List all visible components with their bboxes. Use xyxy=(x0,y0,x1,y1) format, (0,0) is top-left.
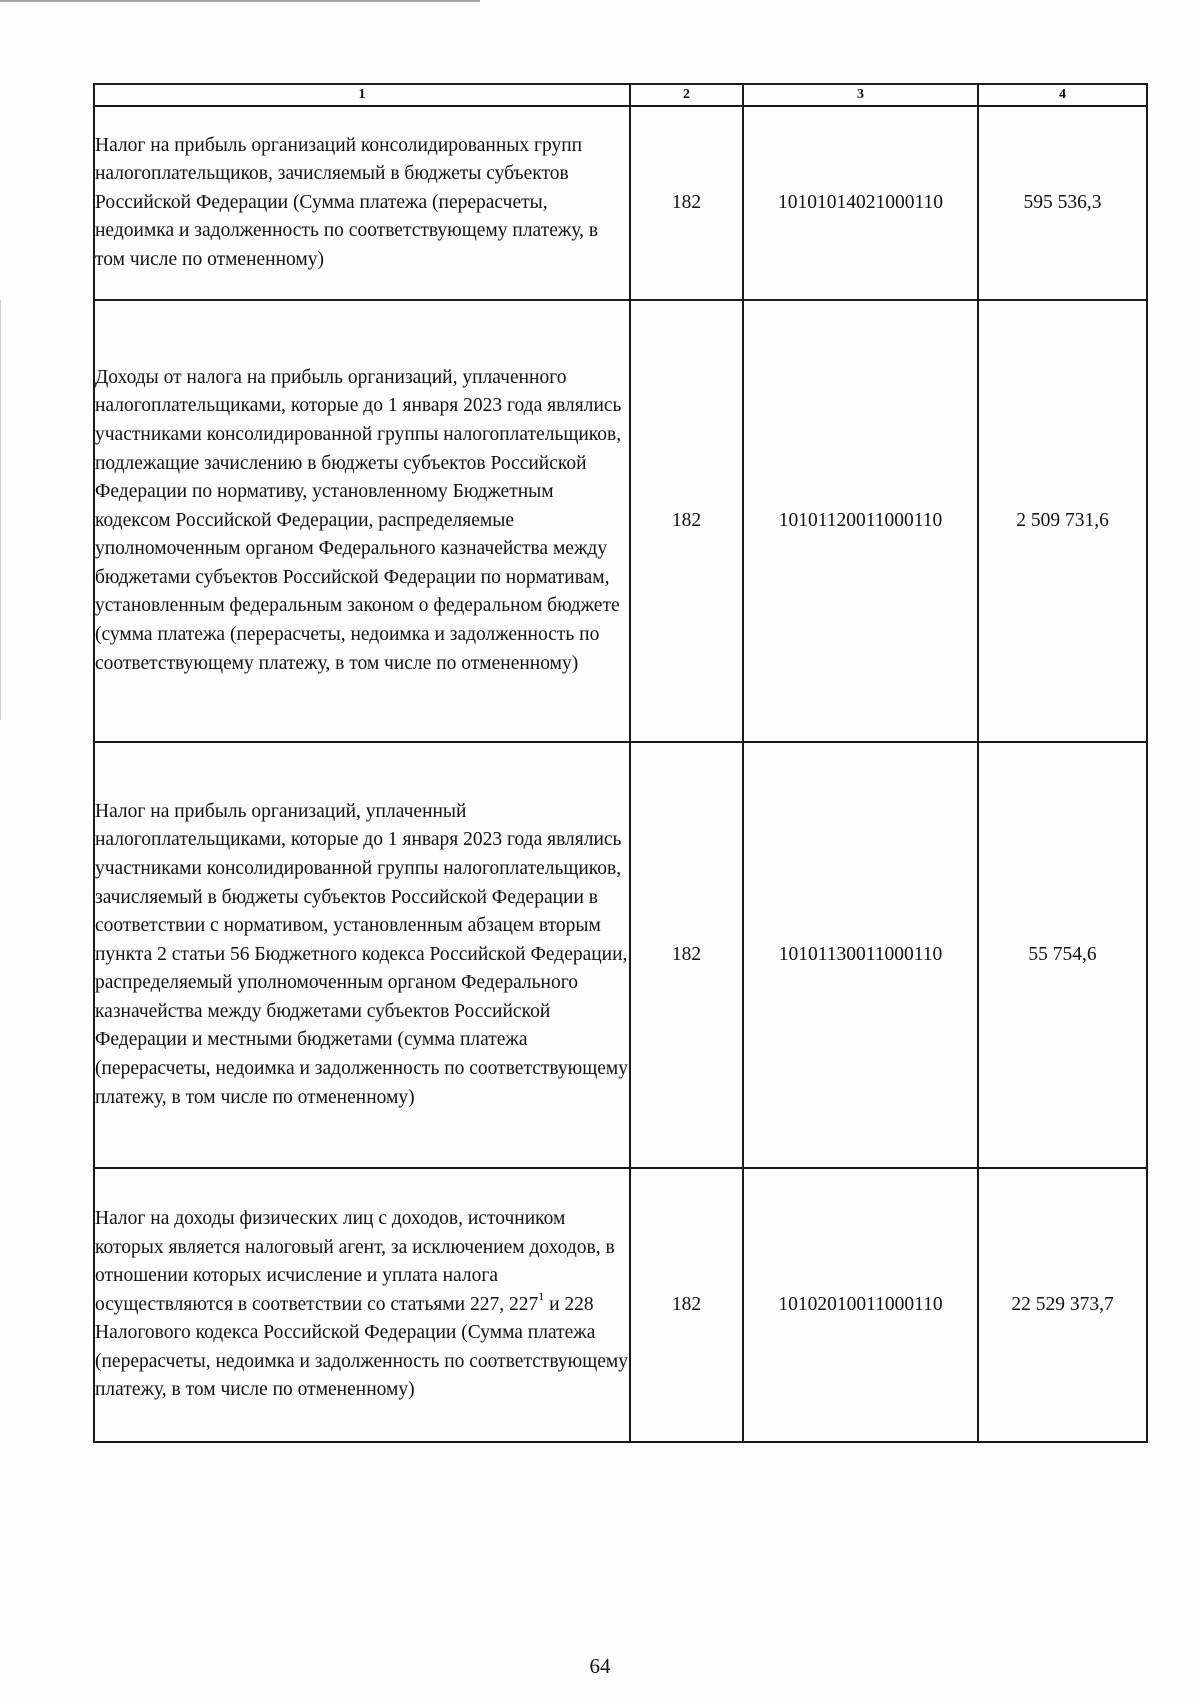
table-row xyxy=(94,106,1147,300)
row-kbk-code: 10101130011000110 xyxy=(743,742,978,1168)
column-header-3: 3 xyxy=(743,84,978,106)
table-row xyxy=(94,300,1147,742)
revenue-table xyxy=(93,83,1148,1443)
row-admin-code: 182 xyxy=(630,300,743,742)
row-description: Доходы от налога на прибыль организаций, уплаченного налогоплательщиками, которые до 1 января 2023 года являлись участниками консолидированной группы налогоплательщиков, подлежащие зачислению в бюджеты субъектов Российской Федерации по нормативу, установленному Бюджетным кодексом Российской Федерации, распределяемые уполномоченным органом Федерального казначейства между бюджетами субъектов Российской Федерации по нормативам, установленным федеральным законом о федеральном бюджете (сумма платежа (перерасчеты, недоимка и задолженность по соответствующему платежу, в том числе по отмененному) xyxy=(94,300,630,742)
row-description: Налог на прибыль организаций консолидированных групп налогоплательщиков, зачисляемый в бюджеты субъектов Российской Федерации (Сумма платежа (перерасчеты, недоимка и задолженность по соответствующему платежу, в том числе по отмененному) xyxy=(94,106,630,300)
row-kbk-code: 10101120011000110 xyxy=(743,300,978,742)
row-amount: 595 536,3 xyxy=(978,106,1147,300)
row-admin-code: 182 xyxy=(630,742,743,1168)
row-kbk-code: 10101014021000110 xyxy=(743,106,978,300)
row-kbk-code: 10102010011000110 xyxy=(743,1168,978,1442)
table-row xyxy=(94,742,1147,1168)
row-description xyxy=(94,1168,630,1442)
row-amount: 2 509 731,6 xyxy=(978,300,1147,742)
page-number: 64 xyxy=(589,1654,611,1678)
row-description: Налог на прибыль организаций, уплаченный налогоплательщиками, которые до 1 января 2023 года являлись участниками консолидированной группы налогоплательщиков, зачисляемый в бюджеты субъектов Российской Федерации в соответствии с нормативом, установленным абзацем вторым пункта 2 статьи 56 Бюджетного кодекса Российской Федерации, распределяемый уполномоченным органом Федерального казначейства между бюджетами субъектов Российской Федерации и местными бюджетами (сумма платежа (перерасчеты, недоимка и задолженность по соответствующему платежу, в том числе по отмененному) xyxy=(94,742,630,1168)
table-row xyxy=(94,1168,1147,1442)
row-description-text: Налог на доходы физических лиц с доходов, источником которых является налоговый агент, за исключением доходов, в отношении которых исчисление и уплата налога осуществляются в соответствии со статьями 227, 227 xyxy=(95,1207,615,1315)
table-header-row xyxy=(94,84,1147,106)
article-superscript: 1 xyxy=(538,1289,545,1304)
scan-edge-left xyxy=(0,300,1,720)
row-admin-code: 182 xyxy=(630,1168,743,1442)
row-description-text-continued: и 228 Налогового кодекса Российской Федерации (Сумма платежа (перерасчеты, недоимка и задолженность по соответствующему платежу, в том числе по отмененному) xyxy=(95,1293,629,1401)
row-admin-code: 182 xyxy=(630,106,743,300)
row-amount: 22 529 373,7 xyxy=(978,1168,1147,1442)
column-header-2: 2 xyxy=(630,84,743,106)
column-header-1: 1 xyxy=(94,84,630,106)
column-header-4: 4 xyxy=(978,84,1147,106)
scan-edge-top xyxy=(0,0,480,2)
row-amount: 55 754,6 xyxy=(978,742,1147,1168)
